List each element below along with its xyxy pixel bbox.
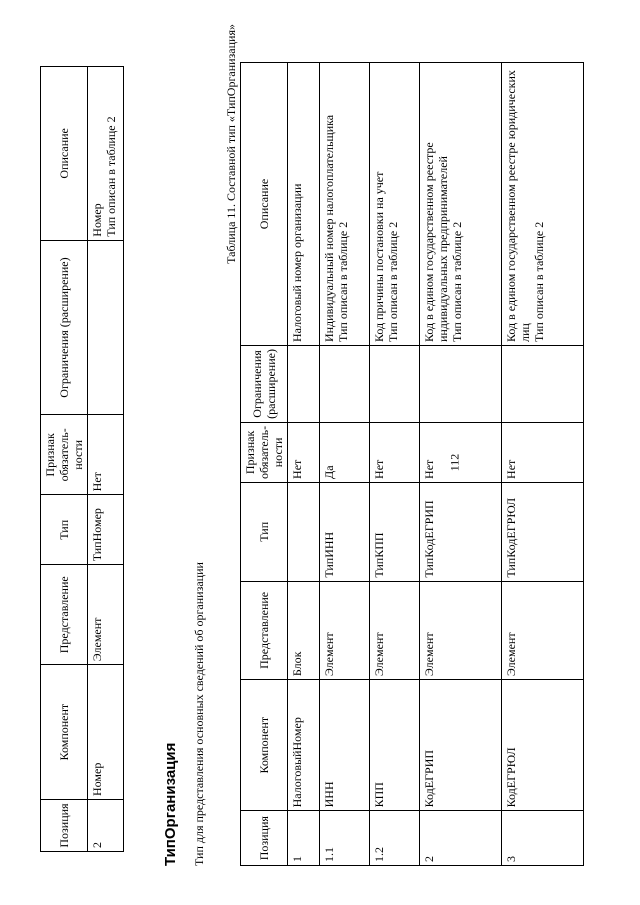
header-cell: Тип [41,495,88,565]
table-row [370,63,420,866]
table-cell: Нет [288,422,320,482]
table-cell: ТипКодЕГРЮЛ [502,482,584,581]
table-row [502,63,584,866]
table-cell [288,346,320,423]
table1-header-row [41,67,88,852]
table-cell: Да [320,422,370,482]
header-cell: Позиция [241,811,288,866]
header-cell: Признак обязатель- ности [41,415,88,495]
table-cell: 3 [502,811,584,866]
rotated-page-content [22,24,622,866]
table-cell: КПП [370,680,420,811]
table-cell: Элемент [88,565,124,665]
table-cell: НалоговыйНомер [288,680,320,811]
table-cell: Индивидуальный номер налогоплательщика Тип описан в таблице 2 [320,63,370,346]
table-row [320,63,370,866]
table-cell: Нет [502,422,584,482]
table-cell: Блок [288,581,320,679]
table1-body [88,67,124,852]
table-cell: КодЕГРЮЛ [502,680,584,811]
table-cell: Нет [420,422,502,482]
table-cell: Нет [370,422,420,482]
table-cell: Код в едином государственном реестре юридических лиц Тип описан в таблице 2 [502,63,584,346]
table-cell: 1.1 [320,811,370,866]
table-cell: ТипКПП [370,482,420,581]
header-cell: Ограничения (расширение) [41,240,88,415]
table-cell: Налоговый номер организации [288,63,320,346]
table-cell: Номер Тип описан в таблице 2 [88,67,124,241]
table-cell: 1.2 [370,811,420,866]
table-cell: Код в едином государственном реестре индивидуальных предпринимателей Тип описан в таблице 2 [420,63,502,346]
table-cell [320,346,370,423]
table2-body [288,63,584,866]
table-cell: КодЕГРИП [420,680,502,811]
table-cell: 2 [88,800,124,852]
section-description: Тип для представления основных сведений об организации [192,562,206,866]
table-cell [502,346,584,423]
table-continuation [40,66,124,852]
header-cell: Позиция [41,800,88,852]
table-cell [370,346,420,423]
header-cell: Представление [241,581,288,679]
header-cell: Описание [241,63,288,346]
table-cell: ТипКодЕГРИП [420,482,502,581]
table-row [420,63,502,866]
table-row [88,67,124,852]
table-cell: Номер [88,665,124,800]
table-cell: Элемент [420,581,502,679]
header-cell: Компонент [241,680,288,811]
table-cell [288,482,320,581]
header-cell: Ограничения (расширение) [241,346,288,423]
table-cell [420,346,502,423]
table-cell: 2 [420,811,502,866]
table-cell: ТипИНН [320,482,370,581]
table-caption: Таблица 11. Составной тип «ТипОрганизация» [224,24,238,264]
table-organization-type [240,62,584,866]
table-cell: 1 [288,811,320,866]
table-cell: ИНН [320,680,370,811]
header-cell: Признак обязатель- ности [241,422,288,482]
table-cell: Элемент [502,581,584,679]
header-cell: Описание [41,67,88,241]
table-cell [88,240,124,415]
table-cell: Код причины постановки на учет Тип описан в таблице 2 [370,63,420,346]
header-cell: Тип [241,482,288,581]
table-cell: Нет [88,415,124,495]
section-heading: ТипОрганизация [162,742,179,866]
table-cell: ТипНомер [88,495,124,565]
page-number: 112 [447,453,462,472]
table-row [288,63,320,866]
table-cell: Элемент [370,581,420,679]
header-cell: Представление [41,565,88,665]
table2-header-row [241,63,288,866]
table-cell: Элемент [320,581,370,679]
header-cell: Компонент [41,665,88,800]
